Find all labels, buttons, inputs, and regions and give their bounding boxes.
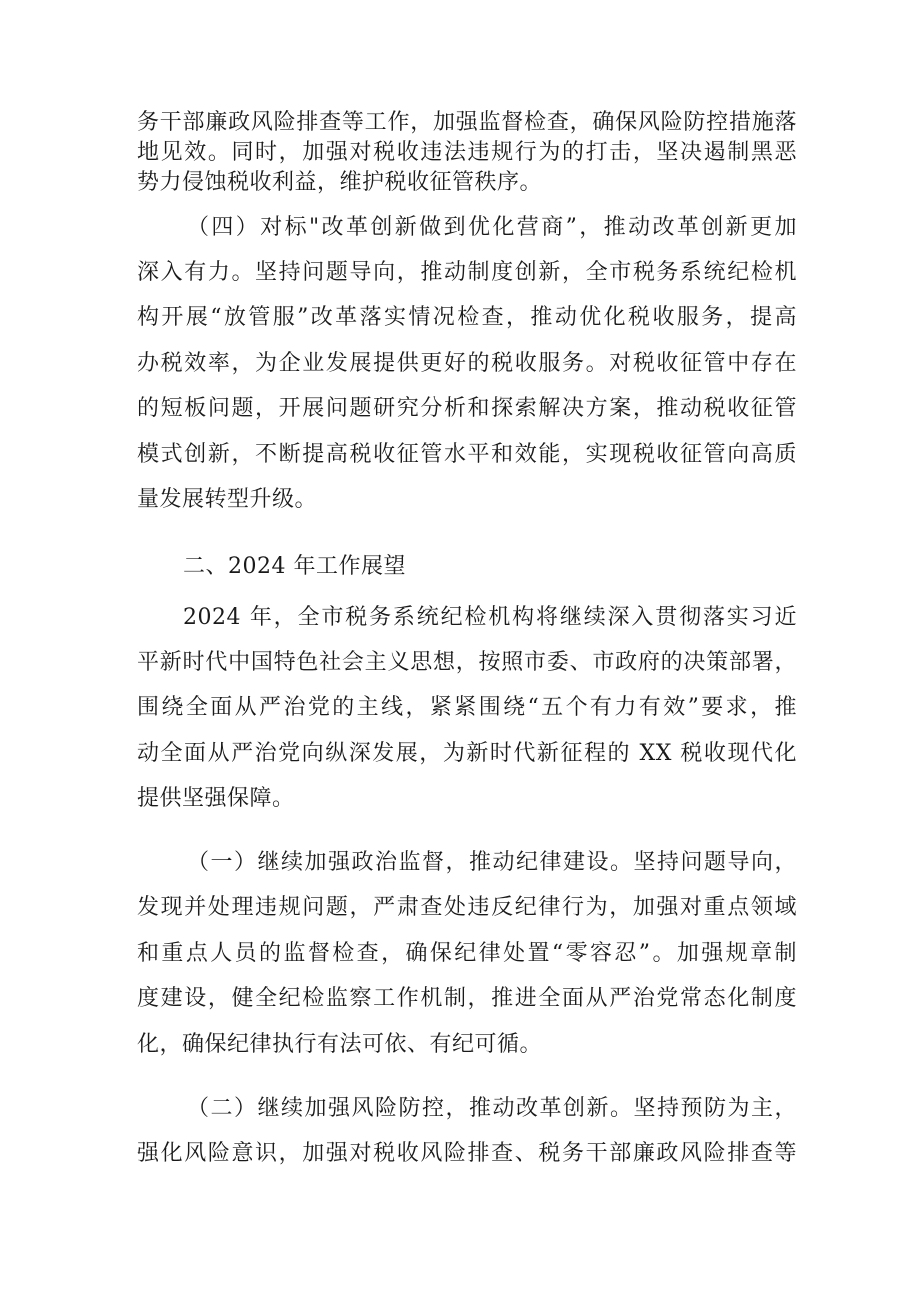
outlook-line-2: 平新时代中国特色社会主义思想，按照市委、市政府的决策部署， xyxy=(137,650,797,675)
outlook-line-4: 动全面从严治党向纵深发展，为新时代新征程的 XX 税收现代化 xyxy=(137,741,797,766)
continuation-line-3: 势力侵蚀税收利益，维护税收征管秩序。 xyxy=(137,170,543,195)
item-one-line-1: （一）继续加强政治监督，推动纪律建设。坚持问题导向， xyxy=(187,850,797,875)
item-two-line-2: 强化风险意识，加强对税收风险排查、税务干部廉政风险排查等 xyxy=(137,1141,797,1166)
item-two-line-1: （二）继续加强风险防控，推动改革创新。坚持预防为主， xyxy=(187,1096,797,1121)
section-heading: 二、2024 年工作展望 xyxy=(183,554,406,579)
outlook-line-1: 2024 年，全市税务系统纪检机构将继续深入贯彻落实习近 xyxy=(183,605,797,630)
item-one-line-4: 度建设，健全纪检监察工作机制，推进全面从严治党常态化制度 xyxy=(137,986,797,1011)
section-four-line-6: 模式创新，不断提高税收征管水平和效能，实现税收征管向高质 xyxy=(137,442,797,467)
item-one-line-3: 和重点人员的监督检查，确保纪律处置“零容忍”。加强规章制 xyxy=(137,941,797,966)
continuation-line-1: 务干部廉政风险排查等工作，加强监督检查，确保风险防控措施落 xyxy=(137,110,797,135)
section-four-line-1: （四）对标"改革创新做到优化营商”，推动改革创新更加 xyxy=(187,215,797,240)
section-four-line-5: 的短板问题，开展问题研究分析和探索解决方案，推动税收征管 xyxy=(137,396,797,421)
continuation-line-2: 地见效。同时，加强对税收违法违规行为的打击，坚决遏制黑恶 xyxy=(137,140,797,165)
item-one-line-5: 化，确保纪律执行有法可依、有纪可循。 xyxy=(137,1032,543,1057)
section-four-line-4: 办税效率，为企业发展提供更好的税收服务。对税收征管中存在 xyxy=(137,351,797,376)
outlook-line-3: 围绕全面从严治党的主线，紧紧围绕“五个有力有效”要求，推 xyxy=(137,695,797,720)
outlook-line-5: 提供坚强保障。 xyxy=(137,786,295,811)
section-four-line-7: 量发展转型升级。 xyxy=(137,487,318,512)
item-one-line-2: 发现并处理违规问题，严肃查处违反纪律行为，加强对重点领域 xyxy=(137,895,797,920)
section-four-line-2: 深入有力。坚持问题导向，推动制度创新，全市税务系统纪检机 xyxy=(137,260,797,285)
section-four-line-3: 构开展“放管服”改革落实情况检查，推动优化税收服务，提高 xyxy=(137,305,797,330)
